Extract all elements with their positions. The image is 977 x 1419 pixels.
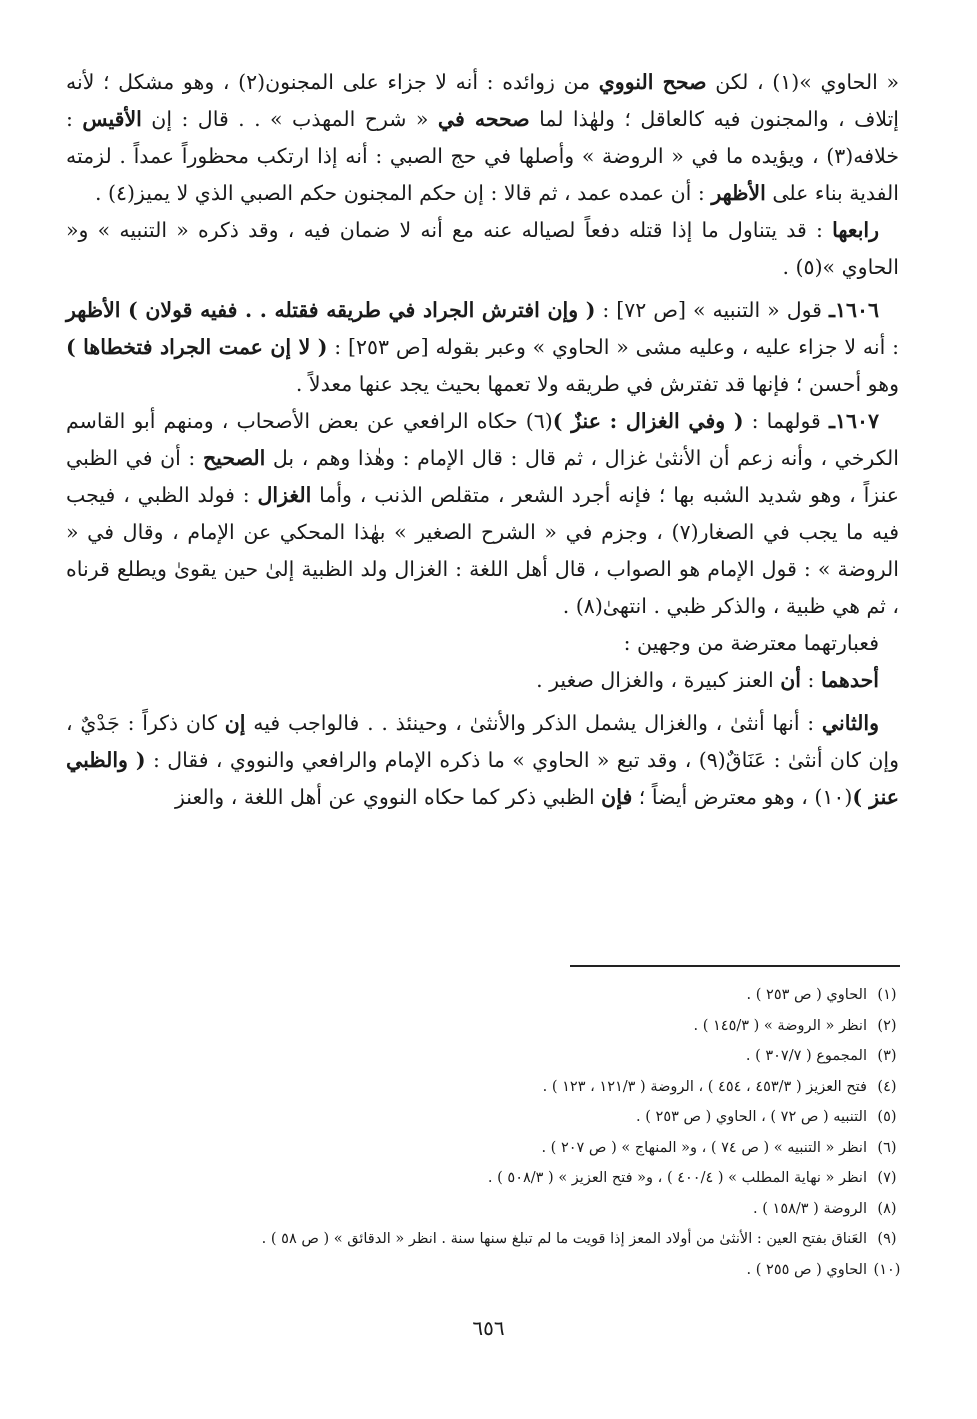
text-run: وهو أحسن ؛ فإنها قد تفترش في طريقه ولا تعمها بحيث يجد عنها معدلاً . bbox=[295, 372, 899, 396]
text-run: « الحاوي »(١) ، لكن bbox=[706, 70, 899, 94]
text-run: (٦) حكاه الرافعي عن بعض الأصحاب ، ومنهم أبو القاسم الكرخي ، وأنه زعم أن الأنثىٰ غزال ، ثم قال : قال الإمام : وهٰذا وهم ، بل bbox=[66, 409, 899, 470]
footnote-number: (٣) bbox=[877, 1048, 897, 1064]
paragraph-4 bbox=[66, 403, 899, 625]
bold-text-run: الصحيح bbox=[202, 446, 266, 470]
footnote-5 bbox=[147, 1102, 907, 1133]
footnote-7 bbox=[147, 1163, 907, 1194]
footnote-text: التنبيه ( ص ٧٢ ) ، الحاوي ( ص ٢٥٣ ) . bbox=[636, 1109, 867, 1125]
footnote-4 bbox=[147, 1072, 907, 1103]
footnote-text: انظر « نهاية المطلب » ( ٤٠٠/٤ ) ، و« فتح العزيز » ( ٥٠٨/٣ ) . bbox=[487, 1170, 867, 1186]
footnote-8 bbox=[147, 1194, 907, 1225]
footnote-2 bbox=[147, 1011, 907, 1042]
bold-text-run: الأظهر bbox=[711, 181, 766, 205]
text-run: قولهما : bbox=[743, 409, 829, 433]
footnote-text: فتح العزيز ( ٤٥٣/٣ ، ٤٥٤ ) ، الروضة ( ١٢١/٣ ، ١٢٣ ) . bbox=[542, 1078, 867, 1095]
bold-text-run: الغزال bbox=[257, 483, 312, 507]
paragraph-6 bbox=[66, 662, 899, 699]
text-run: : فولد الظبي ، فيجب فيه ما يجب في الصغار(٧) ، وجزم في « الشرح الصغير » بهٰذا المحكي عن الإمام ، وقال في « الروضة » : قول الإمام هو الصواب ، قال أهل اللغة : الغزال ولد الظبية إلىٰ حين يقوىٰ ويطلع قرناه ، ثم هي ظبية ، والذكر ظبي . انتهىٰ(٨) . bbox=[66, 483, 900, 618]
footnote-number: (٥) bbox=[877, 1109, 897, 1125]
text-run: قول « التنبيه » [ص ٧٢] : bbox=[595, 298, 829, 322]
text-run: الظبي ذكر كما حكاه النووي عن أهل اللغة ، والعنز bbox=[174, 785, 602, 809]
paragraph-7 bbox=[66, 705, 899, 816]
bold-text-run: ( وإن افترش الجراد في طريقه فقتله . . ففيه قولان ) الأظهر bbox=[66, 298, 596, 322]
footnote-number: (٦) bbox=[877, 1139, 897, 1156]
footnote-text: الحاوي ( ص ٢٥٣ ) . bbox=[746, 987, 867, 1003]
text-run: العنز كبيرة ، والغزال صغير . bbox=[536, 668, 781, 692]
paragraph-2 bbox=[66, 212, 899, 286]
bold-text-run: والثاني bbox=[821, 711, 879, 735]
text-run: : أن عمده عمد ، ثم قالا : إن حكم المجنون حكم الصبي الذي لا يميز(٤) . bbox=[94, 181, 712, 205]
bold-text-run: ١٦٠٧ـ bbox=[828, 409, 879, 433]
footnote-number: (٩) bbox=[877, 1231, 897, 1247]
text-run: كان ذكراً : جَدْيٌ ، وإن كان أنثىٰ : عَنَاقٌ(٩) ، وقد تبع « الحاوي » ما ذكره الإمام والرافعي والنووي ، فقال : bbox=[66, 711, 899, 772]
footnote-6 bbox=[147, 1133, 907, 1164]
bold-text-run: ( والظبي عنز ) bbox=[66, 748, 899, 809]
footnote-text: الحاوي ( ص ٢٥٥ ) . bbox=[746, 1261, 867, 1278]
bold-text-run: صحح النووي bbox=[598, 70, 707, 94]
text-run: من زوائده : أنه لا جزاء على المجنون(٢) ، وهو مشكل ؛ لأنه إتلاف ، والمجنون فيه كالعاقل ؛ ولهٰذا لما bbox=[66, 70, 899, 131]
bold-text-run: أحدهما bbox=[820, 668, 879, 692]
footnote-text: انظر « التنبيه » ( ص ٧٤ ) ، و« المنهاج » ( ص ٢٠٧ ) . bbox=[541, 1139, 867, 1156]
footnote-text: انظر « الروضة » ( ١٤٥/٣ ) . bbox=[693, 1017, 867, 1034]
paragraph-3 bbox=[66, 292, 899, 403]
bold-text-run: ١٦٠٦ـ bbox=[828, 298, 880, 322]
footnote-3 bbox=[147, 1041, 907, 1072]
page-number: ٦٥٦ bbox=[472, 1316, 505, 1340]
bold-text-run: ( وفي الغزال : عنزٌ ) bbox=[552, 409, 744, 433]
text-run: « شرح المهذب » . . قال : إن bbox=[141, 107, 438, 131]
main-text-block bbox=[66, 64, 899, 816]
footnote-number: (٢) bbox=[877, 1017, 897, 1034]
bold-text-run: ( لا إن عمت الجراد فتخطاها ) bbox=[66, 335, 328, 359]
bold-text-run: صححه في bbox=[437, 107, 530, 131]
bold-text-run: فإن bbox=[601, 785, 633, 809]
text-run: : bbox=[801, 668, 821, 692]
footnote-number: (٤) bbox=[877, 1078, 897, 1095]
bold-text-run: إن bbox=[224, 711, 246, 735]
footnotes-list bbox=[147, 980, 907, 1285]
text-run: : قد يتناول ما إذا قتله دفعاً لصياله عنه مع أنه لا ضمان فيه ، وقد ذكره « التنبيه » و« الحاوي »(٥) . bbox=[66, 218, 899, 279]
text-run: (١٠) ، وهو معترض أيضاً ؛ bbox=[632, 785, 853, 809]
footnote-number: (١) bbox=[877, 987, 897, 1003]
text-run: : أنها أنثىٰ ، والغزال يشمل الذكر والأنثىٰ ، وحينئذ . . فالواجب فيه bbox=[245, 711, 822, 735]
footnote-text: العَناق بفتح العين : الأنثىٰ من أولاد المعز إذا قويت ما لم تبلغ سنها سنة . انظر « الدقائق » ( ص ٥٨ ) . bbox=[261, 1231, 867, 1247]
text-run: : أنه لا جزاء عليه ، وعليه مشى « الحاوي » وعبر بقوله [ص ٢٥٣] : bbox=[327, 335, 900, 359]
text-run: : أن في الظبي عنزاً ، وهو شديد الشبه بها ؛ فإنه أجرد الشعر ، متقلص الذنب ، وأما bbox=[66, 446, 899, 507]
footnote-number: (٧) bbox=[877, 1170, 897, 1186]
footnote-9 bbox=[147, 1224, 907, 1255]
bold-text-run: أن bbox=[780, 668, 801, 692]
footnote-text: الروضة ( ١٥٨/٣ ) . bbox=[753, 1200, 867, 1217]
footnote-text: المجموع ( ٣٠٧/٧ ) . bbox=[745, 1048, 867, 1064]
text-run: فعبارتهما معترضة من وجهين : bbox=[623, 631, 879, 655]
footnote-1 bbox=[147, 980, 907, 1011]
footnote-divider bbox=[570, 965, 900, 967]
footnote-number: (١٠) bbox=[873, 1261, 901, 1278]
bold-text-run: رابعها bbox=[832, 218, 879, 242]
footnote-10 bbox=[147, 1255, 907, 1286]
paragraph-5 bbox=[66, 625, 899, 662]
footnote-number: (٨) bbox=[877, 1200, 897, 1217]
text-run: : خلافه(٣) ، ويؤيده ما في « الروضة » وأصلها في حج الصبي : أنه إذا ارتكب محظوراً عمداً . لزمته الفدية بناء على bbox=[66, 107, 899, 205]
paragraph-1 bbox=[66, 64, 899, 212]
bold-text-run: الأقيس bbox=[82, 107, 142, 131]
